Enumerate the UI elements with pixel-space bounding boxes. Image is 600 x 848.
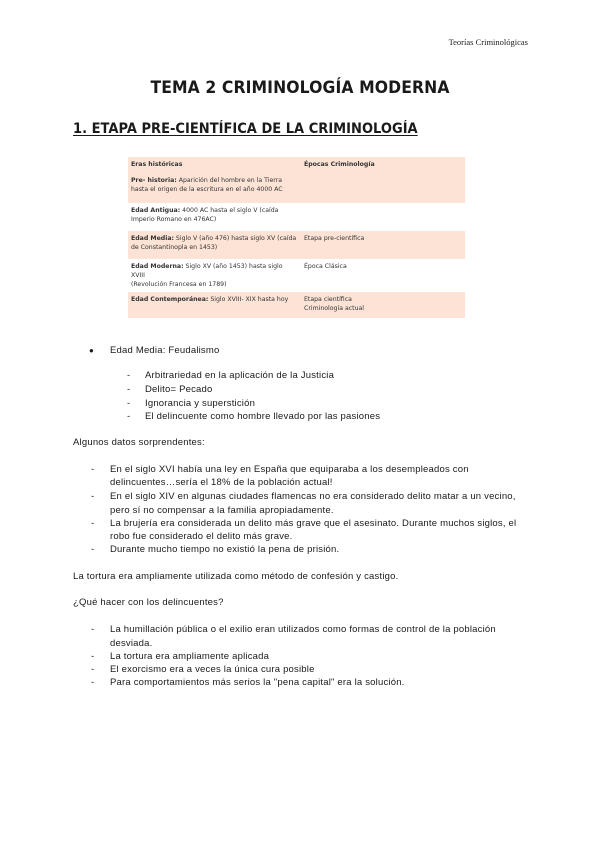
era-text: Imperio Romano en 476AC) bbox=[131, 216, 217, 223]
page-title: TEMA 2 CRIMINOLOGÍA MODERNA bbox=[150, 78, 450, 98]
table-row bbox=[128, 292, 465, 318]
dash-icon: - bbox=[91, 624, 95, 635]
feudal-title: Edad Media: Feudalismo bbox=[110, 345, 220, 356]
list-item: Durante mucho tiempo no existió la pena de prisión. bbox=[110, 544, 340, 555]
era-text: 4000 AC hasta el siglo V (caída bbox=[180, 207, 279, 214]
epoch-text: Criminología actual bbox=[304, 305, 364, 312]
list-item: La tortura era ampliamente aplicada bbox=[110, 651, 270, 662]
table-cell bbox=[301, 203, 465, 231]
list-item: delincuentes…sería el 18% de la población actual! bbox=[110, 477, 333, 488]
list-item: En el siglo XIV en algunas ciudades flamencas no era considerado delito matar a un vecino, bbox=[110, 491, 516, 502]
table-row bbox=[128, 203, 465, 231]
list-item: La brujería era considerada un delito más grave que el asesinato. Durante muchos siglos, el bbox=[110, 518, 517, 529]
question-text: ¿Qué hacer con los delincuentes? bbox=[73, 597, 224, 608]
datos-intro: Algunos datos sorprendentes: bbox=[73, 437, 205, 448]
list-item: Ignorancia y superstición bbox=[145, 398, 256, 409]
dash-icon: - bbox=[127, 370, 131, 381]
table-row bbox=[128, 231, 465, 259]
table-cell bbox=[128, 203, 301, 231]
table-cell bbox=[128, 173, 301, 203]
table-cell bbox=[301, 173, 465, 203]
table-header-cell: Eras históricas bbox=[128, 157, 301, 173]
epoch-text: Etapa pre-científica bbox=[304, 235, 365, 242]
era-name: Edad Antigua: bbox=[131, 207, 181, 214]
dash-icon: - bbox=[91, 518, 95, 529]
epoch-text: Etapa científica bbox=[304, 296, 352, 303]
era-text: hasta el origen de la escritura en el año 4000 AC bbox=[131, 186, 283, 193]
list-item: desviada. bbox=[110, 638, 153, 649]
table-row bbox=[128, 259, 465, 292]
tortura-text: La tortura era ampliamente utilizada como método de confesión y castigo. bbox=[73, 571, 399, 582]
table-cell bbox=[301, 259, 465, 292]
era-name: Edad Moderna: bbox=[131, 263, 184, 270]
eras-table bbox=[128, 157, 465, 318]
table-cell bbox=[301, 231, 465, 259]
section-heading: 1. ETAPA PRE-CIENTÍFICA DE LA CRIMINOLOGÍA bbox=[73, 121, 418, 137]
era-name: Pre- historia: bbox=[131, 177, 177, 184]
list-item: Arbitrariedad en la aplicación de la Justicia bbox=[145, 370, 335, 381]
table-row bbox=[128, 173, 465, 203]
list-item: robo fue considerado el delito más grave. bbox=[110, 531, 293, 542]
dash-icon: - bbox=[127, 411, 131, 422]
era-text: Siglo XV (año 1453) hasta siglo XVIII bbox=[131, 263, 283, 279]
table-cell bbox=[128, 292, 301, 318]
dash-icon: - bbox=[91, 664, 95, 675]
page-header: Teorías Criminológicas bbox=[448, 37, 528, 47]
dash-icon: - bbox=[127, 384, 131, 395]
epoch-text: Época Clásica bbox=[304, 263, 347, 270]
table-cell bbox=[128, 259, 301, 292]
list-item: Delito= Pecado bbox=[145, 384, 213, 395]
list-item: La humillación pública o el exilio eran utilizados como formas de control de la población bbox=[110, 624, 496, 635]
era-text: de Constantinopla en 1453) bbox=[131, 244, 218, 251]
dash-icon: - bbox=[91, 491, 95, 502]
table-header-row bbox=[128, 157, 465, 173]
era-name: Edad Media: bbox=[131, 235, 174, 242]
list-item: El delincuente como hombre llevado por las pasiones bbox=[145, 411, 381, 422]
era-text: (Revolución Francesa en 1789) bbox=[131, 281, 227, 288]
table-cell bbox=[128, 231, 301, 259]
list-item: pero sí no compensar a la familia apropiadamente. bbox=[110, 505, 334, 516]
dash-icon: - bbox=[91, 544, 95, 555]
era-text: Aparición del hombre en la Tierra bbox=[176, 177, 283, 184]
dash-icon: - bbox=[127, 398, 131, 409]
era-text: Siglo V (año 476) hasta siglo XV (caída bbox=[173, 235, 297, 242]
list-item: Para comportamientos más serios la "pena capital" era la solución. bbox=[110, 677, 405, 688]
dash-icon: - bbox=[91, 677, 95, 688]
list-item: El exorcismo era a veces la única cura posible bbox=[110, 664, 315, 675]
era-name: Edad Contemporánea: bbox=[131, 296, 209, 303]
table-cell bbox=[301, 292, 465, 318]
dash-icon: - bbox=[91, 464, 95, 475]
list-item: En el siglo XVI había una ley en España que equiparaba a los desempleados con bbox=[110, 464, 469, 475]
bullet-icon: ● bbox=[89, 346, 95, 355]
era-text: Siglo XVIII- XIX hasta hoy bbox=[208, 296, 289, 303]
table-header-cell: Épocas Criminología bbox=[301, 157, 465, 173]
dash-icon: - bbox=[91, 651, 95, 662]
